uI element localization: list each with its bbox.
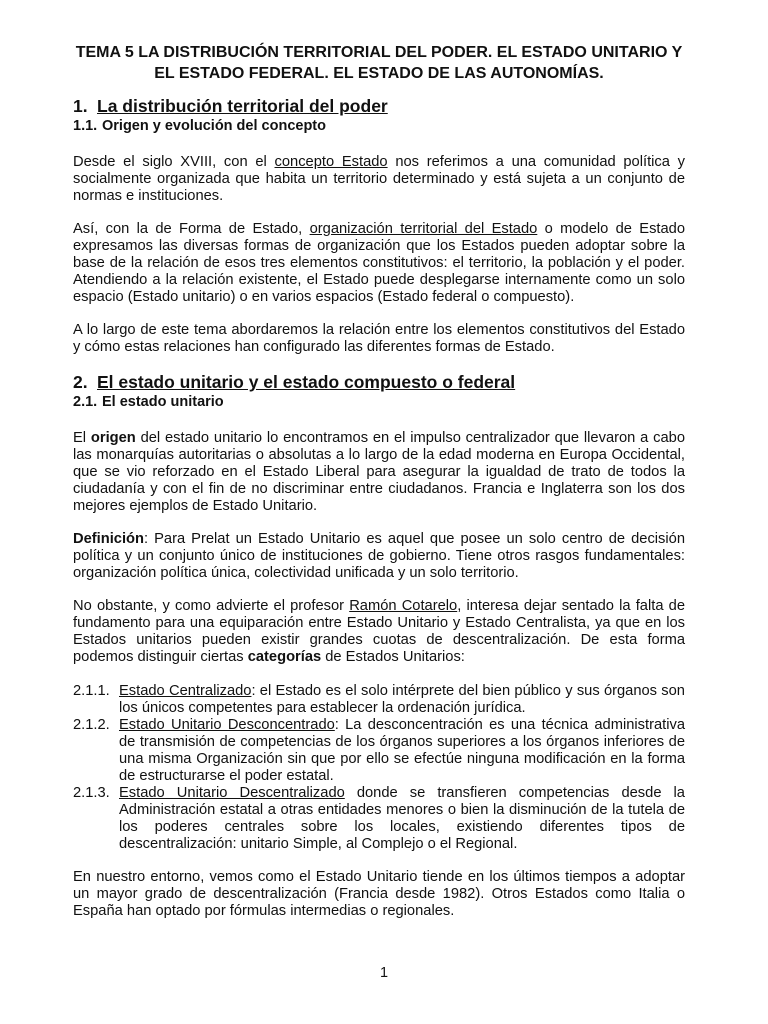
list-item-text <box>119 717 685 785</box>
list-item-number: 2.1.3. <box>73 785 110 801</box>
list-item <box>73 785 685 853</box>
paragraph <box>73 430 685 515</box>
underlined-term: concepto Estado <box>274 154 388 170</box>
paragraph: A lo largo de este tema abordaremos la relación entre los elementos constitutivos del Estado y cómo estas relaciones han configurado las diferentes formas de Estado. <box>73 322 685 355</box>
text: de Estados Unitarios: <box>321 649 465 665</box>
underlined-term: organización territorial del Estado <box>309 221 538 237</box>
text: Desde el siglo XVIII, con el <box>73 154 275 170</box>
list-item-number: 2.1.1. <box>73 683 110 699</box>
paragraph <box>73 154 685 205</box>
text: , interesa dejar sentado la falta de fundamento para una equiparación entre Estado Unitario y Estado Centralista, ya que en los Estados unitarios pueden existir grandes cuotas de descentralización. De esta forma podemos distinguir ciertas <box>73 598 685 665</box>
page-number: 1 <box>379 965 389 981</box>
section-1-heading <box>73 96 685 117</box>
document-title: TEMA 5 LA DISTRIBUCIÓN TERRITORIAL DEL PODER. EL ESTADO UNITARIO Y EL ESTADO FEDERAL. EL ESTADO DE LAS AUTONOMÍAS. <box>75 44 683 82</box>
subsection-number: 1.1. <box>73 118 98 134</box>
section-number: 2. <box>73 372 88 392</box>
text: o modelo de Estado expresamos las diversas formas de organización que los Estados pueden adoptar sobre la base de la relación de esos tres elementos constitutivos: el territorio, la población y el poder. Atendiendo a la relación existente, el Estado puede desplegarse internamente como un solo espacio (Estado unitario) o en varios espacios (Estado federal o compuesto). <box>73 221 686 305</box>
subsection-2-1-heading <box>73 393 685 411</box>
bold-term: Definición <box>73 531 144 547</box>
subsection-title: Origen y evolución del concepto <box>102 118 326 134</box>
paragraph: En nuestro entorno, vemos como el Estado Unitario tiende en los últimos tiempos a adoptar un mayor grado de descentralización (Francia desde 1982). Otros Estados como Italia o España han optado por fórmulas intermedias o regionales. <box>73 869 685 919</box>
categories-list <box>73 683 685 853</box>
section-title: La distribución territorial del poder <box>97 96 388 116</box>
text: donde se transfieren competencias desde la Administración estatal a otras entidades menores o bien la disminución de la tutela de los poderes centrales sobre los locales, existiendo diferentes tipos de descentralización: unitario Simple, al Complejo o el Regional. <box>119 785 685 852</box>
list-item <box>73 683 685 717</box>
underlined-term: Estado Unitario Descentralizado <box>119 785 345 801</box>
list-item <box>73 717 685 785</box>
list-item-number: 2.1.2. <box>73 717 110 733</box>
list-item-text <box>119 785 685 853</box>
bold-term: origen <box>90 430 136 446</box>
bold-term: categorías <box>247 649 322 665</box>
text: : Para Prelat un Estado Unitario es aquel que posee un solo centro de decisión política y un conjunto único de instituciones de gobierno. Tiene otros rasgos fundamentales: organización política única, colectividad unificada y un solo territorio. <box>73 531 685 581</box>
underlined-term: Estado Unitario Desconcentrado <box>119 717 335 733</box>
paragraph <box>73 598 685 666</box>
document-page <box>73 42 685 920</box>
text: El <box>73 430 91 446</box>
text: : el Estado es el solo intérprete del bien público y sus órganos son los únicos competentes para establecer la ordenación jurídica. <box>119 683 685 716</box>
section-2-heading <box>73 372 685 393</box>
text: Así, con la de Forma de Estado, <box>73 221 310 237</box>
subsection-number: 2.1. <box>73 394 98 410</box>
text: No obstante, y como advierte el profesor <box>73 598 350 614</box>
underlined-term: Estado Centralizado <box>119 683 252 699</box>
text: nos referimos a una comunidad política y socialmente organizada que habita un territorio determinado y está sujeta a un conjunto de normas e instituciones. <box>73 154 686 204</box>
text: : La desconcentración es una técnica administrativa de transmisión de competencias de los órganos superiores a los órganos inferiores de una misma Organización sin que por ello se efectúe ninguna modificación en la forma de estructurarse el poder estatal. <box>119 717 685 784</box>
list-item-text <box>119 683 685 717</box>
subsection-title: El estado unitario <box>102 394 224 410</box>
underlined-term: Ramón Cotarelo <box>349 598 458 614</box>
subsection-1-1-heading <box>73 117 685 135</box>
paragraph <box>73 531 685 582</box>
paragraph <box>73 221 685 306</box>
section-number: 1. <box>73 96 88 116</box>
text: del estado unitario lo encontramos en el impulso centralizador que llevaron a cabo las monarquías autoritarias o absolutas a lo largo de la edad moderna en Europa Occidental, que se vio reforzado en el Estado Liberal para asegurar la igualdad de trato de todos la ciudadanía y con el fin de no discriminar entre ciudadanos. Francia e Inglaterra son los dos mejores ejemplos de Estado Unitario. <box>73 430 685 514</box>
section-title: El estado unitario y el estado compuesto o federal <box>97 372 516 392</box>
